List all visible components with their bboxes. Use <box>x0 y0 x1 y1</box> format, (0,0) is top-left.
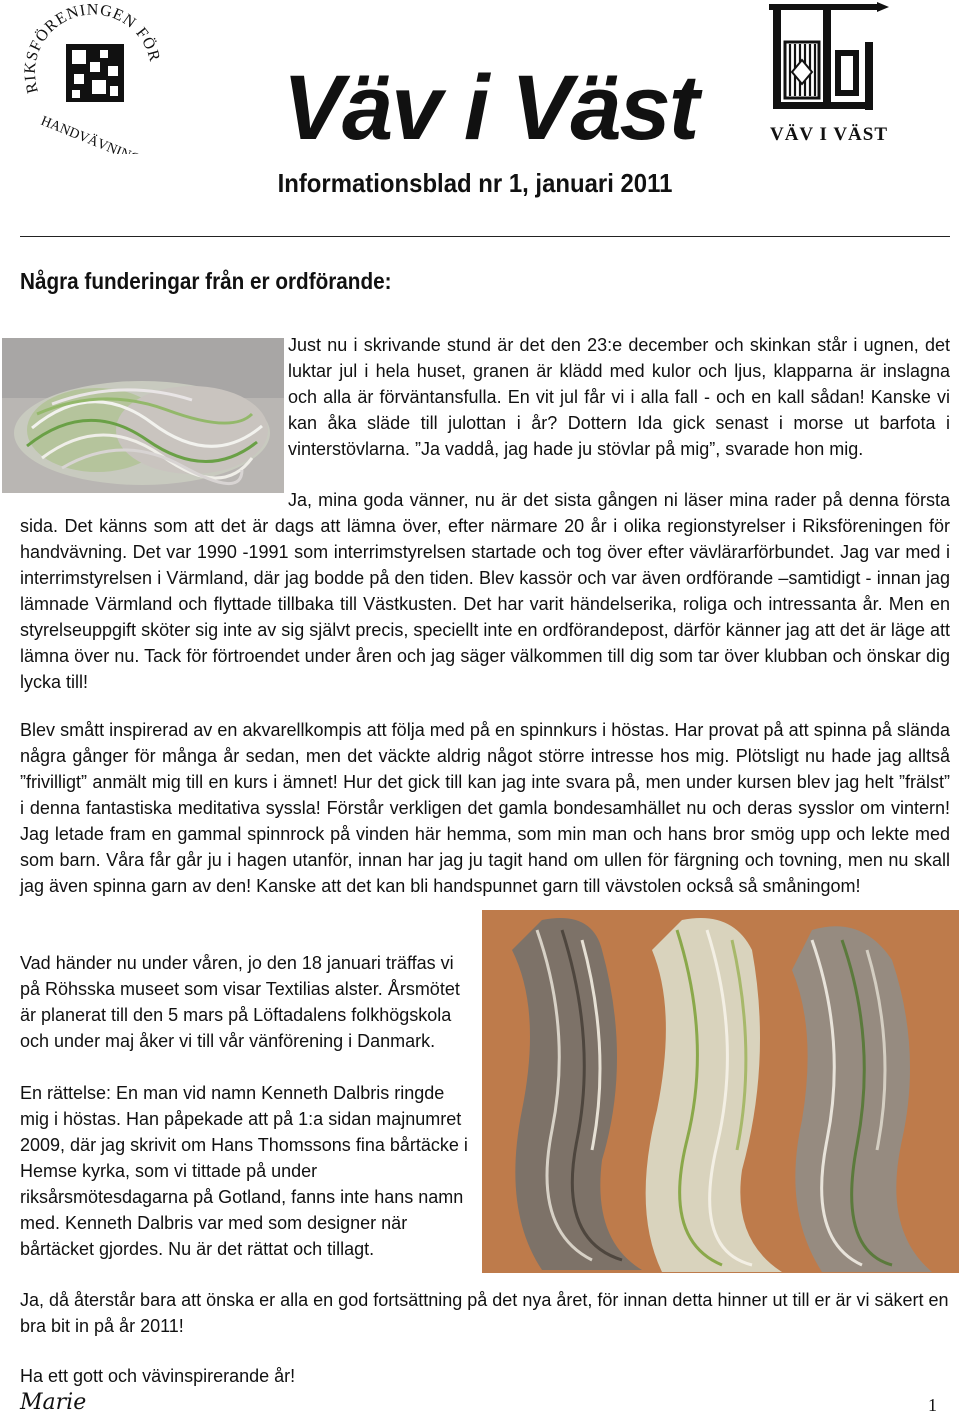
page-number: 1 <box>928 1395 937 1415</box>
vav-i-vast-logo <box>765 2 893 147</box>
page-title: Väv i Väst <box>282 57 698 159</box>
article-paragraph: Vad händer nu under våren, jo den 18 januari träffas vi på Röhsska museet som visar Textilias alster. Årsmötet är planerat till den 5 mars på Löftadalens folkhögskola och under maj åker vi till vår vänförening i Danmark. <box>20 953 460 1051</box>
article-paragraph: Ja, mina goda vänner, nu är det sista gången ni läser mina rader på denna första sida. Det känns som att det är dags att lämna över, efter närmare 20 år i olika regionstyrelser i Riksföreningen för handvävning. Det var 1990 -1991 som interrimstyrelsen startade och tog över efter vävlärarförbundet. Jag var med i interrimstyrelsen i Värmland, där jag bodde på den tiden. Blev kassör och var även ordförande –samtidigt - innan jag lämnade Värmland och flyttade tillbaka till Västkusten. Det har varit händelserika, roliga och intressanta år. Men en styrelseuppgift sköter sig inte av sig självt precis, speciellt inte en ordförandepost, därför känner jag att det är läge att lämna över nu. Tack för förtroendet under åren och jag säger välkommen till dig som tar över klubban och önskar dig lycka till! <box>20 490 950 692</box>
article-heading: Några funderingar från er ordförande: <box>20 268 392 294</box>
article-paragraph: Blev smått inspirerad av en akvarellkompis att följa med på en spinnkurs i höstas. Har provat på att spinna på slända några gånger för många år sedan, men det väckte aldrig något större intresse hos mig. Plötsligt nu hade jag alltså ”frivilligt” anmält mig till en kurs i ämnet! Hur det gick till kan jag inte svara på, men under kursen blev jag helt ”frälst” i denna fantastiska meditativa syssla! Förstår verkligen det gamla bondesamhället nu och deras sysslor om vintern! Jag letade fram en gammal spinnrock på vinden här hemma, som min man och hans bror smög upp och lekte med som barn. Våra får går ju i hagen utanför, innan har jag ju tagit hand om ullen för färgning och tovning, men nu skall jag även spinna garn av den! Kanske att det kan bli handspunnet garn till vävstolen också så småningom! <box>20 720 950 896</box>
article-paragraph: Ja, då återstår bara att önska er alla en god fortsättning på det nya året, för innan detta hinner ut till er är vi säkert en bra bit in på år 2011! <box>20 1290 949 1336</box>
riksforeningen-logo <box>18 4 168 154</box>
yarn-skein-photo <box>2 338 284 493</box>
riksforeningen-logo-icon <box>18 4 168 154</box>
svg-text:RIKSFÖRENINGEN FÖR: RIKSFÖRENINGEN FÖR <box>21 4 164 95</box>
three-yarn-skeins-photo <box>482 910 959 1273</box>
issue-subtitle: Informationsblad nr 1, januari 2011 <box>277 168 673 198</box>
svg-text:VÄV I VÄST: VÄV I VÄST <box>769 124 889 145</box>
author-signature: Marie <box>20 1390 87 1415</box>
vav-i-vast-logo-icon <box>765 2 893 147</box>
article-paragraph: En rättelse: En man vid namn Kenneth Dalbris ringde mig i höstas. Han påpekade att på 1:a sidan majnumret 2009, där jag skrivit om Hans Thomssons fina bårtäcke i Hemse kyrka, som vi tittade på under riksårsmötesdagarna på Gotland, fanns inte hans namn med. Kenneth Dalbris var med som designer när bårtäcket gjordes. Nu är det rättat och tillagt. <box>20 1083 468 1259</box>
header-divider <box>20 236 950 237</box>
yarn-skein-image <box>2 338 284 493</box>
yarn-skeins-image <box>482 910 959 1273</box>
svg-text:HANDVÄVNING: HANDVÄVNING <box>38 113 143 154</box>
closing-line: Ha ett gott och vävinspirerande år! <box>20 1366 296 1386</box>
article-paragraph: Just nu i skrivande stund är det den 23:e december och skinkan står i ugnen, det luktar jul i hela huset, granen är klädd med kulor och ljus, klapparna är inslagna och alla är förväntansfulla. En vit jul får vi i alla fall - och en kall sådan! Kanske vi kan åka släde till julottan i år? Dottern Ida gick senast i morse ut barfota i vinterstövlarna. ”Ja vaddå, jag hade ju stövlar på mig”, svarade hon mig. <box>288 335 950 459</box>
